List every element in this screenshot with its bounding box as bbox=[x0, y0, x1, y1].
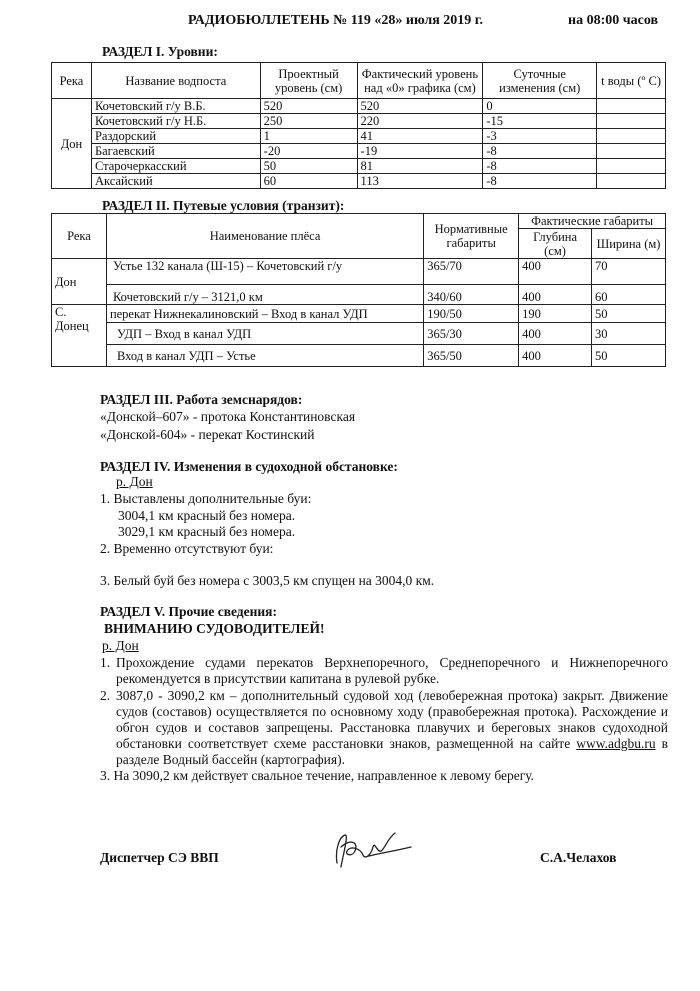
project-level: 520 bbox=[260, 99, 357, 114]
norm-dims: 365/50 bbox=[424, 345, 519, 367]
bulletin-time: на 08:00 часов bbox=[568, 13, 659, 28]
post-name: Багаевский bbox=[91, 144, 260, 159]
table-row bbox=[52, 305, 666, 323]
post-name: Старочеркасский bbox=[91, 159, 260, 174]
width: 30 bbox=[592, 323, 666, 345]
note-item-2-number: 2. bbox=[100, 688, 111, 703]
dispatcher-role: Диспетчер СЭ ВВП bbox=[100, 850, 219, 865]
river-cell: С. Донец bbox=[52, 305, 107, 367]
dispatcher-name: С.А.Челахов bbox=[540, 850, 617, 865]
project-level: 250 bbox=[260, 114, 357, 129]
change-item-3: 3. Белый буй без номера с 3003,5 км спущен на 3004,0 км. bbox=[100, 573, 435, 588]
project-level: 60 bbox=[260, 174, 357, 189]
reach-name: Кочетовский г/у – 3121,0 км bbox=[106, 285, 423, 305]
water-temp bbox=[597, 144, 666, 159]
width: 70 bbox=[592, 259, 666, 285]
table-row bbox=[52, 174, 666, 189]
table-row bbox=[52, 144, 666, 159]
col-river: Река bbox=[52, 214, 107, 259]
post-name: Аксайский bbox=[91, 174, 260, 189]
actual-level: 520 bbox=[357, 99, 483, 114]
transit-header-row bbox=[52, 214, 666, 229]
col-actual-dims: Фактические габариты bbox=[519, 214, 666, 229]
river-label: р. Дон bbox=[102, 638, 139, 653]
table-row bbox=[52, 323, 666, 345]
dredger-line-2: «Донской-604» - перекат Костинский bbox=[100, 427, 315, 442]
water-temp bbox=[597, 159, 666, 174]
col-norm-dims: Нормативные габариты bbox=[424, 214, 519, 259]
section3-title: РАЗДЕЛ III. Работа земснарядов: bbox=[100, 392, 303, 407]
table-row bbox=[52, 345, 666, 367]
section2-title: РАЗДЕЛ II. Путевые условия (транзит): bbox=[102, 198, 345, 213]
reach-name: УДП – Вход в канал УДП bbox=[106, 323, 423, 345]
norm-dims: 340/60 bbox=[424, 285, 519, 305]
norm-dims: 365/30 bbox=[424, 323, 519, 345]
change-item-1-line-2: 3029,1 км красный без номера. bbox=[118, 524, 296, 539]
daily-change: -3 bbox=[483, 129, 597, 144]
water-temp bbox=[597, 129, 666, 144]
post-name: Раздорский bbox=[91, 129, 260, 144]
actual-level: 220 bbox=[357, 114, 483, 129]
river-label: р. Дон bbox=[116, 474, 153, 489]
transit-table bbox=[51, 213, 666, 367]
table-row bbox=[52, 285, 666, 305]
col-daily-change: Суточные изменения (см) bbox=[483, 63, 597, 99]
daily-change: -8 bbox=[483, 144, 597, 159]
width: 60 bbox=[592, 285, 666, 305]
col-depth: Глубина (см) bbox=[519, 229, 592, 259]
depth: 400 bbox=[519, 259, 592, 285]
actual-level: 41 bbox=[357, 129, 483, 144]
bulletin-title: РАДИОБЮЛЛЕТЕНЬ № 119 «28» июля 2019 г. bbox=[188, 13, 484, 28]
project-level: 50 bbox=[260, 159, 357, 174]
norm-dims: 365/70 bbox=[424, 259, 519, 285]
change-item-1: 1. Выставлены дополнительные буи: bbox=[100, 491, 312, 506]
reach-name: Устье 132 канала (Ш-15) – Кочетовский г/у bbox=[106, 259, 423, 285]
post-name: Кочетовский г/у В.Б. bbox=[91, 99, 260, 114]
col-post-name: Название водпоста bbox=[91, 63, 260, 99]
dredger-line-1: «Донской–607» - протока Константиновская bbox=[100, 409, 356, 424]
table-row bbox=[52, 114, 666, 129]
col-river: Река bbox=[52, 63, 92, 99]
daily-change: 0 bbox=[483, 99, 597, 114]
depth: 400 bbox=[519, 285, 592, 305]
table-row bbox=[52, 99, 666, 114]
col-reach-name: Наименование плёса bbox=[106, 214, 423, 259]
attention-heading: ВНИМАНИЮ СУДОВОДИТЕЛЕЙ! bbox=[104, 621, 325, 636]
reach-name: перекат Нижнекалиновский – Вход в канал УДП bbox=[106, 305, 423, 323]
river-cell: Дон bbox=[52, 99, 92, 189]
levels-table bbox=[51, 62, 666, 189]
project-level: -20 bbox=[260, 144, 357, 159]
note-item-2-tail: в разделе Водный бассейн (картография). bbox=[116, 736, 669, 767]
daily-change: -15 bbox=[483, 114, 597, 129]
post-name: Кочетовский г/у Н.Б. bbox=[91, 114, 260, 129]
note-item-1: Прохождение судами перекатов Верхнепоречного, Среднепоречного и Нижнепоречного рекомендуется в присутствии капитана в рулевой рубке. bbox=[116, 655, 668, 686]
note-item-3: 3. На 3090,2 км действует свальное течение, направленное к левому берегу. bbox=[100, 768, 535, 783]
width: 50 bbox=[592, 305, 666, 323]
table-row bbox=[52, 259, 666, 285]
section1-title: РАЗДЕЛ I. Уровни: bbox=[102, 44, 218, 59]
actual-level: 113 bbox=[357, 174, 483, 189]
depth: 400 bbox=[519, 323, 592, 345]
table-row bbox=[52, 129, 666, 144]
signature bbox=[325, 825, 415, 875]
depth: 400 bbox=[519, 345, 592, 367]
note-item-2 bbox=[116, 688, 668, 768]
width: 50 bbox=[592, 345, 666, 367]
change-item-1-line-1: 3004,1 км красный без номера. bbox=[118, 508, 296, 523]
actual-level: -19 bbox=[357, 144, 483, 159]
reach-name: Вход в канал УДП – Устье bbox=[106, 345, 423, 367]
section4-title: РАЗДЕЛ IV. Изменения в судоходной обстановке: bbox=[100, 459, 398, 474]
daily-change: -8 bbox=[483, 159, 597, 174]
note-item-2-text: 3087,0 - 3090,2 км – дополнительный судовой ход (левобережная протока) закрыт. Движение судов (составов) осуществляется по основному ходу (правобережная протока). Расхождение и обгон судов и составов запрещены. Расстановка плавучих и береговых знаков судоходной обстановки соответствует схеме расстановки знаков, размещенной на сайте bbox=[116, 688, 668, 751]
daily-change: -8 bbox=[483, 174, 597, 189]
water-temp bbox=[597, 174, 666, 189]
adgbu-site-link[interactable]: www.adgbu.ru bbox=[576, 736, 656, 751]
norm-dims: 190/50 bbox=[424, 305, 519, 323]
change-item-2: 2. Временно отсутствуют буи: bbox=[100, 541, 274, 556]
table-row bbox=[52, 159, 666, 174]
col-project-level: Проектный уровень (см) bbox=[260, 63, 357, 99]
col-actual-level: Фактический уровень над «0» графика (см) bbox=[357, 63, 483, 99]
levels-header-row bbox=[52, 63, 666, 99]
col-water-temp: t воды (º С) bbox=[597, 63, 666, 99]
river-cell: Дон bbox=[52, 259, 107, 305]
water-temp bbox=[597, 114, 666, 129]
col-width: Ширина (м) bbox=[592, 229, 666, 259]
project-level: 1 bbox=[260, 129, 357, 144]
section5-title: РАЗДЕЛ V. Прочие сведения: bbox=[100, 604, 277, 619]
actual-level: 81 bbox=[357, 159, 483, 174]
depth: 190 bbox=[519, 305, 592, 323]
water-temp bbox=[597, 99, 666, 114]
note-item-1-number: 1. bbox=[100, 655, 111, 670]
